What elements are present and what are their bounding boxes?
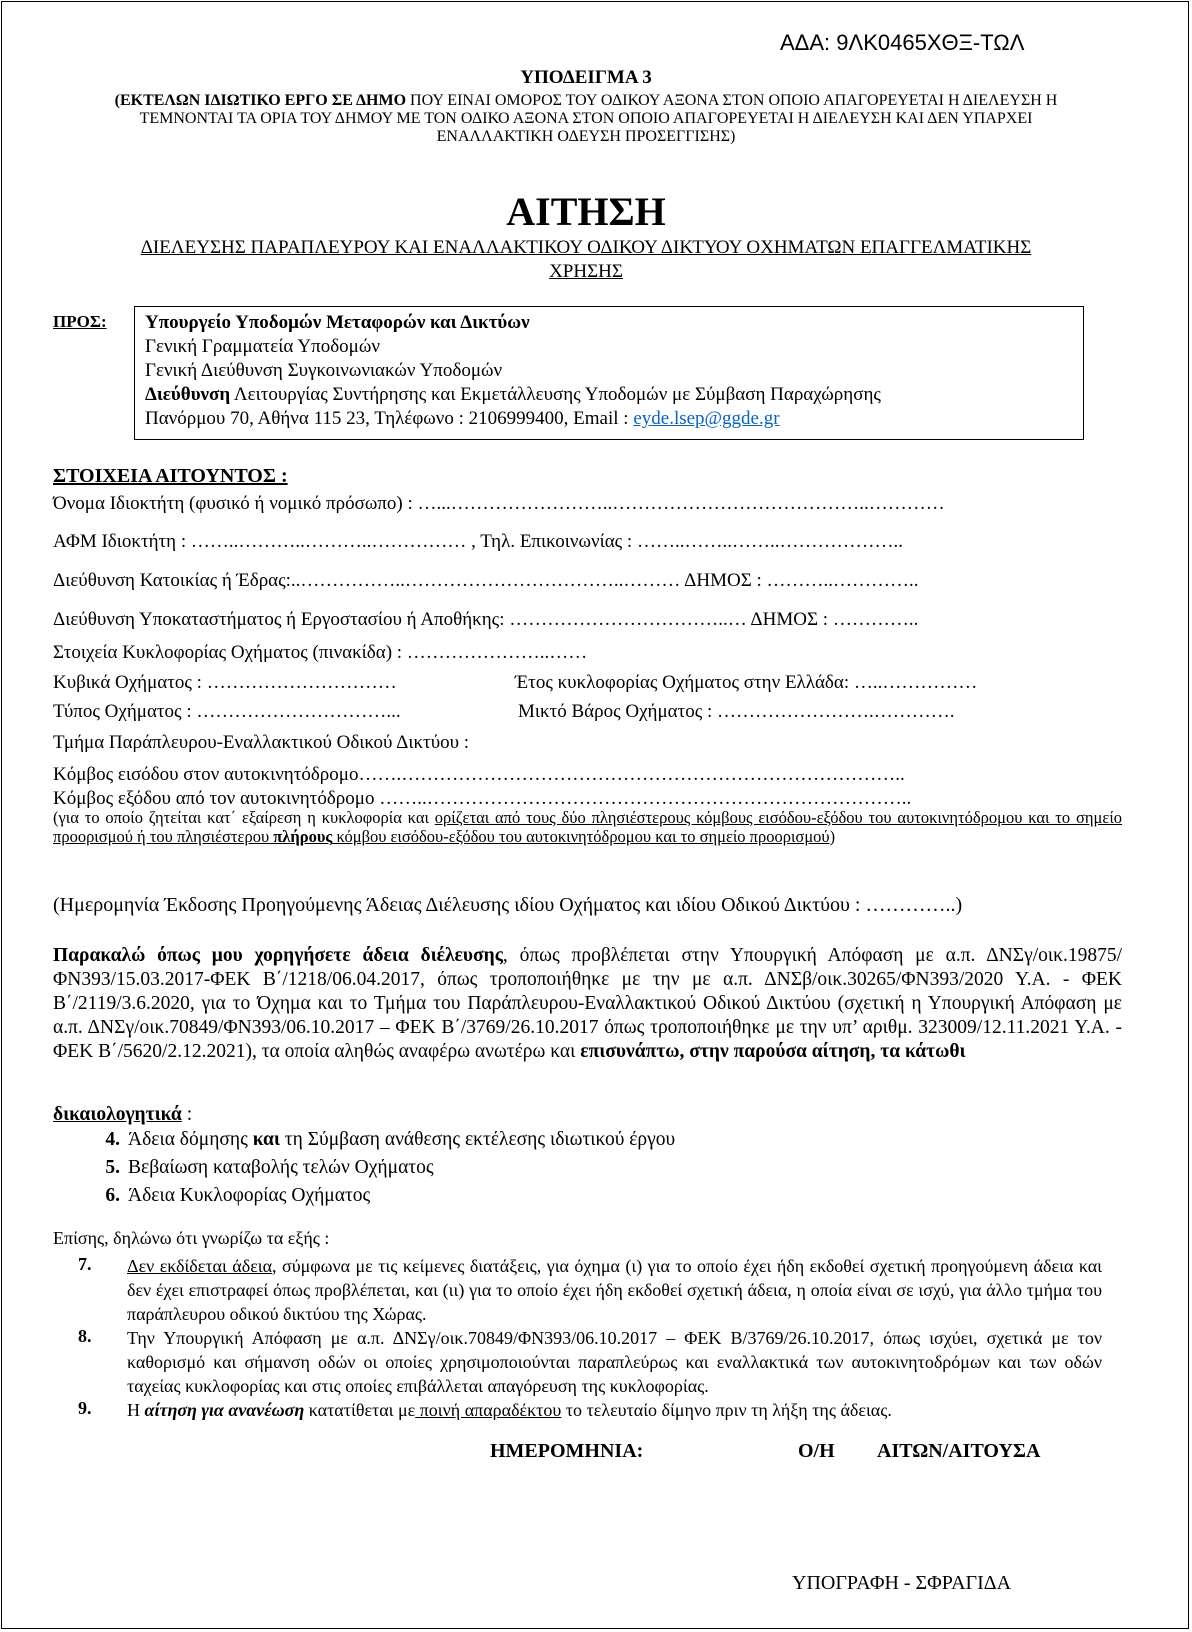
applicant-oh: Ο/Η [798, 1440, 835, 1462]
document-number: 5. [105, 1157, 120, 1178]
year-field[interactable]: Έτος κυκλοφορίας Οχήματος στην Ελλάδα: …..…………… [515, 672, 978, 693]
page-title: ΑΙΤΗΣΗ [506, 189, 666, 234]
document-text: Άδεια Κυκλοφορίας Οχήματος [128, 1185, 371, 1206]
address-field[interactable]: Διεύθυνση Κατοικίας ή Έδρας:..……………..……………………………..……… ΔΗΜΟΣ : ………..………….. [53, 570, 919, 591]
model-desc-line3: ΕΝΑΛΛΑΚΤΙΚΗ ΟΔΕΥΣΗ ΠΡΟΣΕΓΓΙΣΗΣ) [436, 128, 736, 145]
request-documents-label [53, 1104, 192, 1126]
signature-label: ΥΠΟΓΡΑΦΗ - ΣΦΡΑΓΙΔΑ [792, 1572, 1012, 1594]
declaration-9-number: 9. [78, 1398, 92, 1418]
subtitle-line1: ΔΙΕΛΕΥΣΗΣ ΠΑΡΑΠΛΕΥΡΟΥ ΚΑΙ ΕΝΑΛΛΑΚΤΙΚΟΥ ΟΔΙΚΟΥ ΔΙΚΤΥΟΥ ΟΧΗΜΑΤΩΝ ΕΠΑΓΓΕΛΜΑΤΙΚΗΣ [140, 237, 1032, 258]
date-label: ΗΜΕΡΟΜΗΝΙΑ: [490, 1440, 644, 1462]
exception-note-u1: ορίζεται από τους δύο πλησιέστερους κόμβους εισόδου-εξόδου του αυτοκινητόδρομου και το σημείο προορισμού ή του πλησιέστερου [53, 808, 1123, 846]
exception-note-p2: ) [829, 827, 836, 846]
model-number: ΥΠΟΔΕΙΓΜΑ 3 [520, 67, 652, 88]
recipient-contact: Πανόρμου 70, Αθήνα 115 23, Τηλέφωνο : 2106999400, Email : [145, 408, 634, 429]
recipient-directorate [145, 383, 1073, 407]
subtitle-line2: ΧΡΗΣΗΣ [549, 261, 623, 282]
request-paragraph [53, 944, 1122, 1064]
applicant-heading: ΣΤΟΙΧΕΙΑ ΑΙΤΟΥΝΤΟΣ : [53, 465, 288, 487]
ada-code: ΑΔΑ: 9ΛΚ0465ΧΘΞ-ΤΩΛ [780, 30, 1025, 55]
recipient-directorate-bold: Διεύθυνση [145, 384, 231, 405]
request-bold-start: Παρακαλώ όπως μου χορηγήσετε άδεια διέλευσης [53, 945, 503, 966]
recipient-ministry: Υπουργείο Υποδομών Μεταφορών και Δικτύων [145, 312, 530, 333]
cc-field[interactable]: Κυβικά Οχήματος : ………………………… [53, 672, 397, 693]
model-desc-rest: ΠΟΥ ΕΙΝΑΙ ΟΜΟΡΟΣ ΤΟΥ ΟΔΙΚΟΥ ΑΞΟΝΑ ΣΤΟΝ ΟΠΟΙΟ ΑΠΑΓΟΡΕΥΕΤΑΙ Η ΔΙΕΛΕΥΣΗ Η [406, 92, 1058, 109]
exit-node-field[interactable]: Κόμβος εξόδου από τον αυτοκινητόδρομο ……..………………………………………………………………….. [53, 788, 912, 809]
document-number: 4. [105, 1129, 120, 1150]
owner-name-field[interactable]: Όνομα Ιδιοκτήτη (φυσικό ή νομικό πρόσωπο) : …...……………………..…………………………………..………… [53, 493, 945, 514]
recipient-directorate-general: Γενική Διεύθυνση Συγκοινωνιακών Υποδομών [145, 360, 503, 381]
to-label: ΠΡΟΣ: [53, 312, 107, 331]
declaration-9-underline: ποινή απαραδέκτου [415, 1400, 562, 1420]
recipient-address [145, 407, 1073, 431]
recipient-box [134, 306, 1084, 440]
exception-note [53, 808, 1122, 846]
declaration-7 [127, 1254, 1102, 1326]
network-section-label: Τμήμα Παράπλευρου-Εναλλακτικού Οδικού Δικτύου : [53, 732, 470, 753]
vehicle-type-field[interactable]: Τύπος Οχήματος : …………………………... [53, 701, 401, 722]
afm-phone-field[interactable]: ΑΦΜ Ιδιοκτήτη : ……..………..………..…………… , Τηλ. Επικοινωνίας : ……..……..……..……………….. [53, 531, 903, 552]
declaration-intro: Επίσης, δηλώνω ότι γνωρίζω τα εξής : [53, 1228, 330, 1248]
exception-note-u2: κόμβου εισόδου-εξόδου του αυτοκινητόδρομου και το σημείο προορισμού [332, 827, 830, 846]
declaration-7-text: , σύμφωνα με τις κείμενες διατάξεις, για όχημα (ι) για το οποίο έχει ήδη εκδοθεί σχετική προηγούμενη άδεια και δεν έχει επιστραφεί όπως προβλέπεται, και (ιι) για το οποίο έχει ήδη εκδοθεί σχετική άδεια, η οποία είναι σε ισχύ, για άλλο τμήμα του παράπλευρου οδικού δικτύου της Χώρας. [127, 1256, 1103, 1324]
model-desc-bold: (ΕΚΤΕΛΩΝ ΙΔΙΩΤΙΚΟ ΕΡΓΟ ΣΕ ΔΗΜΟ [114, 92, 407, 109]
exception-note-p1: (για το οποίο ζητείται κατ΄ εξαίρεση η κυκλοφορία και [53, 808, 435, 827]
page-subtitle [60, 236, 1112, 284]
branch-address-field[interactable]: Διεύθυνση Υποκαταστήματος ή Εργοστασίου ή Αποθήκης: ……………………………..… ΔΗΜΟΣ : ………….. [53, 609, 919, 630]
vehicle-weight-field[interactable]: Μικτό Βάρος Οχήματος : …………………….…………. [518, 701, 955, 722]
declaration-8: Την Υπουργική Απόφαση με α.π. ΔΝΣγ/οικ.70849/ΦΝ393/06.10.2017 – ΦΕΚ Β/3769/26.10.2017, όπως ισχύει, σχετικά με τον καθορισμό και σήμανση οδών οι οποίες χρησιμοποιούνται παραπλεύρως και εναλλακτικά των αυτοκινητοδρόμων και των οδών ταχείας κυκλοφορίας και στις οποίες επιβάλλεται απαγόρευση της κυκλοφορίας. [127, 1328, 1102, 1396]
model-description [60, 92, 1112, 146]
declaration-7-number: 7. [78, 1254, 92, 1274]
document-text: Βεβαίωση καταβολής τελών Οχήματος [128, 1157, 434, 1178]
request-colon: : [181, 1104, 193, 1125]
previous-permit-date[interactable]: (Ημερομηνία Έκδοσης Προηγούμενης Άδειας Διέλευσης ιδίου Οχήματος και ιδίου Οδικού Δικτύου : …………..) [53, 894, 963, 916]
declaration-9-bold-italic: αίτηση για ανανέωση [144, 1400, 305, 1420]
model-desc-line2: ΤΕΜΝΟΝΤΑΙ ΤΑ ΟΡΙΑ ΤΟΥ ΔΗΜΟΥ ΜΕ ΤΟΝ ΟΔΙΚΟ ΑΞΟΝΑ ΣΤΟΝ ΟΠΟΙΟ ΑΠΑΓΟΡΕΥΕΤΑΙ Η ΔΙΕΛΕΥΣΗ ΚΑΙ ΔΕΝ ΥΠΑΡΧΕΙ [139, 110, 1033, 127]
request-bold-end: επισυνάπτω, στην παρούσα αίτηση, τα κάτωθι [580, 1041, 966, 1062]
request-text: , όπως προβλέπεται στην Υπουργική Απόφαση με α.π. ΔΝΣγ/οικ.19875/ΦΝ393/15.03.2017-ΦΕΚ Β΄/1218/06.04.2017, όπως τροποποιήθηκε με την με α.π. ΔΝΣβ/οικ.30265/ΦΝ393/2020 Υ.Α. - ΦΕΚ Β΄/2119/3.6.2020, για το Όχημα και το Τμήμα του Παράπλευρου-Εναλλακτικού Οδικού Δικτύου (σχετική η Υπουργική Απόφαση με α.π. ΔΝΣγ/οικ.70849/ΦΝ393/06.10.2017 – ΦΕΚ Β΄/3769/26.10.2017 όπως τροποποιήθηκε με την υπ’ αριθμ. 323009/12.11.2021 Υ.Α. - ΦΕΚ Β΄/5620/2.12.2021), τα οποία αληθώς αναφέρω ανωτέρω και [53, 945, 1122, 1062]
document-number: 6. [105, 1185, 120, 1206]
exception-note-b1: πλήρους [273, 827, 333, 846]
recipient-secretariat: Γενική Γραμματεία Υποδομών [145, 336, 380, 357]
declaration-9: Η αίτηση για ανανέωση κατατίθεται με ποινή απαραδέκτου το τελευταίο δίμηνο πριν τη λήξη της άδειας. [127, 1400, 892, 1420]
request-bold-underline: δικαιολογητικά [53, 1104, 182, 1125]
recipient-email-link[interactable]: eyde.lsep@ggde.gr [633, 408, 780, 429]
declaration-8-number: 8. [78, 1326, 92, 1346]
declaration-7-underline: Δεν εκδίδεται άδεια [127, 1256, 273, 1276]
recipient-directorate-rest: Λειτουργίας Συντήρησης και Εκμετάλλευσης Υποδομών με Σύμβαση Παραχώρησης [230, 384, 881, 405]
entry-node-field[interactable]: Κόμβος εισόδου στον αυτοκινητόδρομο…….…………………………………………………………………….. [53, 764, 905, 785]
applicant-label: ΑΙΤΩΝ/ΑΙΤΟΥΣΑ [877, 1440, 1041, 1462]
document-text: Άδεια δόμησης και τη Σύμβαση ανάθεσης εκτέλεσης ιδιωτικού έργου [128, 1129, 676, 1150]
plate-field[interactable]: Στοιχεία Κυκλοφορίας Οχήματος (πινακίδα) : …………………..…… [53, 642, 588, 663]
